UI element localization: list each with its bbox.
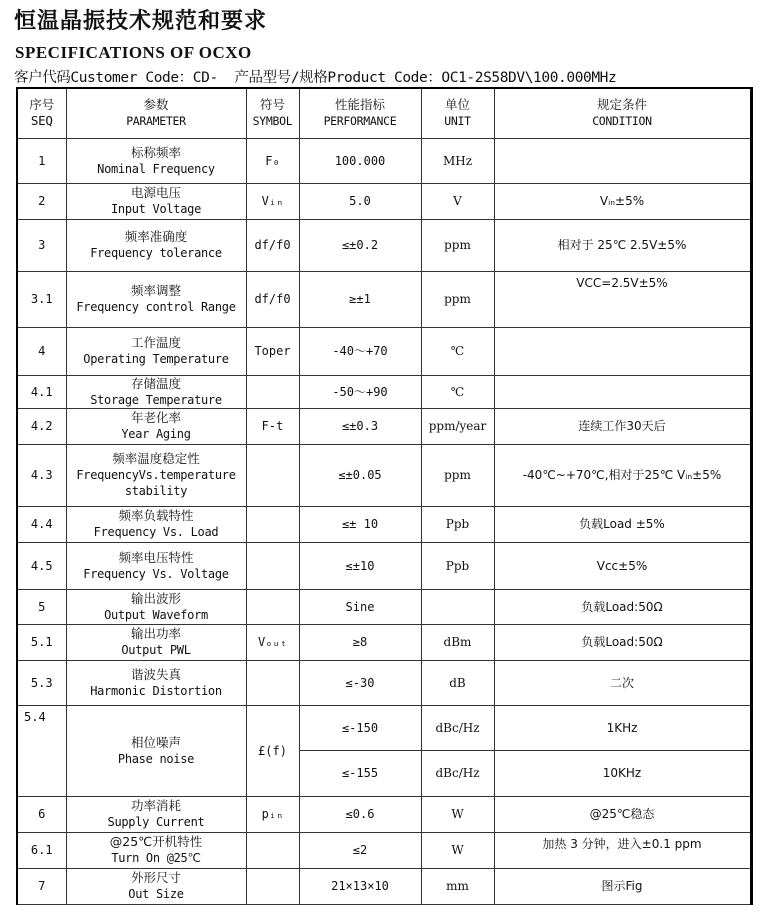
- seq-cell: 5.3: [17, 660, 66, 705]
- parameter-cell: [66, 705, 246, 796]
- symbol-cell: Vᵢₙ: [246, 183, 299, 219]
- parameter-cell: [66, 624, 246, 660]
- parameter-zh: @25℃开机特性: [109, 834, 203, 849]
- seq-cell: 3: [17, 219, 66, 271]
- unit-cell: ppm: [421, 271, 494, 327]
- condition-cell: 负载Load:50Ω: [494, 589, 751, 624]
- parameter-zh: 频率负载特性: [118, 508, 194, 523]
- parameter-en: Frequency Vs. Voltage: [83, 566, 229, 581]
- parameter-en: Output Waveform: [104, 607, 208, 622]
- header-unit: 单位 UNIT: [421, 88, 494, 138]
- performance-cell: -40～+70: [299, 327, 421, 375]
- unit-cell: dBm: [421, 624, 494, 660]
- table-row: [17, 138, 751, 183]
- table-row: [17, 589, 751, 624]
- seq-cell: 7: [17, 868, 66, 904]
- table-row: [17, 660, 751, 705]
- performance-cell: ≤±0.2: [299, 219, 421, 271]
- symbol-cell: [246, 444, 299, 506]
- condition-cell: 10KHz: [494, 750, 751, 796]
- performance-cell: ≤0.6: [299, 796, 421, 832]
- symbol-cell: F-t: [246, 408, 299, 444]
- performance-cell: ≥±1: [299, 271, 421, 327]
- parameter-zh: 工作温度: [130, 335, 181, 350]
- table-row: [17, 408, 751, 444]
- parameter-en: Frequency Vs. Load: [93, 525, 219, 539]
- parameter-en: Phase noise: [117, 751, 195, 766]
- table-row: [17, 796, 751, 832]
- seq-cell: 3.1: [17, 271, 66, 327]
- condition-cell: 相对于 25℃ 2.5V±5%: [494, 219, 751, 271]
- parameter-en: Frequency control Range: [76, 300, 236, 314]
- table-row: [17, 832, 751, 868]
- unit-cell: ppm: [421, 219, 494, 271]
- symbol-cell: [246, 589, 299, 624]
- table-row: [17, 868, 751, 904]
- symbol-cell: [246, 832, 299, 868]
- seq-cell: 5.1: [17, 624, 66, 660]
- table-header-row: [17, 88, 751, 138]
- condition-cell: 连续工作30天后: [494, 408, 751, 444]
- parameter-zh: 谐波失真: [130, 666, 181, 682]
- performance-cell: 21×13×10: [299, 868, 421, 904]
- unit-cell: dBc/Hz: [421, 750, 494, 796]
- seq-cell: 1: [17, 138, 66, 183]
- condition-cell: [494, 138, 751, 183]
- table-row: [17, 183, 751, 219]
- parameter-cell: [66, 327, 246, 375]
- symbol-cell: df/f0: [246, 271, 299, 327]
- performance-cell: Sine: [299, 589, 421, 624]
- parameter-zh: 输出波形: [130, 590, 181, 606]
- symbol-cell: df/f0: [246, 219, 299, 271]
- unit-cell: W: [421, 796, 494, 832]
- parameter-en: Operating Temperature: [83, 352, 229, 366]
- symbol-cell: [246, 375, 299, 408]
- parameter-cell: [66, 832, 246, 868]
- condition-cell: [494, 327, 751, 375]
- header-parameter: 参数 PARAMETER: [66, 88, 246, 138]
- parameter-en: Year Aging: [121, 427, 191, 441]
- seq-cell: 2: [17, 183, 66, 219]
- symbol-cell: £(f): [246, 705, 299, 796]
- condition-cell: [494, 375, 751, 408]
- parameter-cell: [66, 219, 246, 271]
- unit-cell: mm: [421, 868, 494, 904]
- table-row: [17, 219, 751, 271]
- parameter-zh: 存储温度: [130, 375, 181, 391]
- parameter-cell: [66, 408, 246, 444]
- performance-cell: ≤±0.3: [299, 408, 421, 444]
- unit-cell: Ppb: [421, 542, 494, 589]
- parameter-en: Out Size: [128, 887, 184, 901]
- condition-cell: VCC=2.5V±5%: [494, 271, 751, 327]
- condition-cell: @25℃稳态: [494, 796, 751, 832]
- unit-cell: Ppb: [421, 506, 494, 542]
- parameter-zh: 外形尺寸: [130, 870, 181, 885]
- table-row: [17, 506, 751, 542]
- seq-cell: 6: [17, 796, 66, 832]
- parameter-zh: 频率电压特性: [118, 549, 194, 565]
- seq-cell: 4: [17, 327, 66, 375]
- header-condition: 规定条件 CONDITION: [494, 88, 751, 138]
- table-row: [17, 624, 751, 660]
- condition-cell: 加热 3 分钟，进入±0.1 ppm: [494, 832, 751, 868]
- symbol-cell: F₀: [246, 138, 299, 183]
- parameter-cell: [66, 271, 246, 327]
- parameter-cell: [66, 660, 246, 705]
- header-symbol: 符号 SYMBOL: [246, 88, 299, 138]
- symbol-cell: [246, 506, 299, 542]
- table-row-phase-noise: [17, 705, 751, 750]
- seq-cell: 4.2: [17, 408, 66, 444]
- table-row: [17, 542, 751, 589]
- symbol-cell: Toper: [246, 327, 299, 375]
- unit-cell: V: [421, 183, 494, 219]
- condition-cell: -40℃~+70℃,相对于25℃ Vᵢₙ±5%: [494, 444, 751, 506]
- seq-cell: 4.4: [17, 506, 66, 542]
- unit-cell: dB: [421, 660, 494, 705]
- table-row: [17, 375, 751, 408]
- table-row: [17, 327, 751, 375]
- performance-cell: 5.0: [299, 183, 421, 219]
- performance-cell: ≥8: [299, 624, 421, 660]
- parameter-en: Input Voltage: [110, 202, 202, 216]
- seq-cell: 4.1: [17, 375, 66, 408]
- condition-cell: Vᵢₙ±5%: [494, 183, 751, 219]
- seq-cell: 4.5: [17, 542, 66, 589]
- condition-cell: 1KHz: [494, 705, 751, 750]
- parameter-cell: [66, 183, 246, 219]
- table-row: [17, 444, 751, 506]
- parameter-zh: 功率消耗: [130, 798, 181, 813]
- seq-cell: 5.4: [17, 705, 66, 796]
- customer-product-code-line: 客户代码Customer Code：CD- 产品型号/规格Product Code：OC1-2S58DV\100.000MHz: [14, 70, 617, 86]
- condition-cell: Vcc±5%: [494, 542, 751, 589]
- parameter-cell: [66, 868, 246, 904]
- performance-cell: ≤-30: [299, 660, 421, 705]
- symbol-cell: Vₒᵤₜ: [246, 624, 299, 660]
- unit-cell: ℃: [421, 327, 494, 375]
- condition-cell: 图示Fig: [494, 868, 751, 904]
- parameter-en: Supply Current: [107, 815, 205, 829]
- parameter-cell: [66, 589, 246, 624]
- performance-cell: ≤± 10: [299, 506, 421, 542]
- parameter-en: Nominal Frequency: [97, 161, 215, 176]
- condition-cell: 负载Load ±5%: [494, 506, 751, 542]
- parameter-en: Turn On @25℃: [111, 851, 201, 865]
- header-seq: 序号 SEQ: [17, 88, 66, 138]
- unit-cell: W: [421, 832, 494, 868]
- condition-cell: 负载Load:50Ω: [494, 624, 751, 660]
- parameter-en: FrequencyVs.temperature stability: [76, 468, 236, 498]
- performance-cell: ≤-155: [299, 750, 421, 796]
- header-performance: 性能指标 PERFORMANCE: [299, 88, 421, 138]
- unit-cell: ppm: [421, 444, 494, 506]
- page-subtitle: SPECIFICATIONS OF OCXO: [15, 43, 252, 62]
- parameter-zh: 相位噪声: [130, 734, 181, 750]
- performance-cell: ≤±0.05: [299, 444, 421, 506]
- parameter-zh: 输出功率: [130, 626, 181, 641]
- spec-table: [16, 87, 753, 905]
- parameter-zh: 电源电压: [130, 185, 181, 200]
- symbol-cell: [246, 542, 299, 589]
- seq-cell: 5: [17, 589, 66, 624]
- symbol-cell: [246, 868, 299, 904]
- table-row: [17, 271, 751, 327]
- symbol-cell: pᵢₙ: [246, 796, 299, 832]
- parameter-zh: 频率温度稳定性: [112, 451, 200, 466]
- unit-cell: dBc/Hz: [421, 705, 494, 750]
- parameter-en: Storage Temperature: [90, 392, 222, 407]
- parameter-zh: 标称频率: [130, 144, 181, 160]
- seq-cell: 4.3: [17, 444, 66, 506]
- unit-cell: MHz: [421, 138, 494, 183]
- performance-cell: ≤-150: [299, 705, 421, 750]
- parameter-cell: [66, 542, 246, 589]
- unit-cell: [421, 589, 494, 624]
- parameter-en: Harmonic Distortion: [90, 683, 222, 698]
- seq-cell: 6.1: [17, 832, 66, 868]
- parameter-cell: [66, 138, 246, 183]
- unit-cell: ℃: [421, 375, 494, 408]
- parameter-en: Frequency tolerance: [90, 246, 222, 260]
- page-title: 恒温晶振技术规范和要求: [14, 9, 268, 34]
- condition-cell: 二次: [494, 660, 751, 705]
- symbol-cell: [246, 660, 299, 705]
- parameter-zh: 频率调整: [130, 283, 181, 298]
- parameter-cell: [66, 796, 246, 832]
- parameter-zh: 频率准确度: [124, 229, 188, 244]
- parameter-cell: [66, 375, 246, 408]
- parameter-en: Output PWL: [121, 643, 191, 657]
- parameter-cell: [66, 444, 246, 506]
- parameter-zh: 年老化率: [130, 410, 181, 425]
- performance-cell: -50～+90: [299, 375, 421, 408]
- performance-cell: ≤2: [299, 832, 421, 868]
- parameter-cell: [66, 506, 246, 542]
- performance-cell: ≤±10: [299, 542, 421, 589]
- performance-cell: 100.000: [299, 138, 421, 183]
- unit-cell: ppm/year: [421, 408, 494, 444]
